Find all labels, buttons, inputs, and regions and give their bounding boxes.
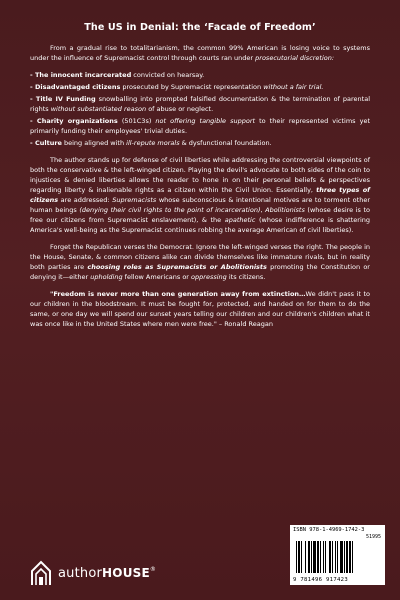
ean-number: 9 781496 917423 bbox=[293, 577, 349, 583]
price-code: 51995 bbox=[365, 534, 381, 540]
parties-paragraph bbox=[30, 242, 370, 282]
bullet-emphasis: ill-repute morals bbox=[126, 139, 180, 147]
barcode-bar bbox=[311, 541, 312, 573]
list-item bbox=[30, 82, 370, 92]
intro-lead: From a gradual rise to totalitarianism, the common 99% American is losing voice to systems under the influence of Supremacist control through courts ran under bbox=[30, 44, 370, 62]
text-run: Forget the Republican verses the Democrat. Ignore the left-winged verses the right. The people in the House, Senate, & common citizens alike can divide themselves like immature rivals, but in reality both parties are bbox=[30, 243, 370, 271]
barcode-bar bbox=[308, 541, 310, 573]
author-paragraph bbox=[30, 155, 370, 235]
text-run: oppressing bbox=[191, 273, 227, 281]
list-item bbox=[30, 94, 370, 114]
barcode-bar bbox=[325, 541, 326, 573]
bullet-emphasis: without substantiated reason bbox=[50, 105, 147, 113]
text-run: (whose indifference is shattering America's well-being as the Supremacist continues robbing the average American of civil liberties). bbox=[30, 216, 371, 234]
barcode-bar bbox=[323, 541, 324, 573]
barcode-bar bbox=[349, 541, 351, 573]
bullet-text: snowballing into prompted falsified documentation & the termination of parental rights bbox=[30, 95, 371, 113]
cover-body bbox=[30, 43, 370, 336]
text-run: Supremacists bbox=[112, 196, 157, 204]
text-run: its citizens. bbox=[226, 273, 266, 281]
text-run: fellow Americans or bbox=[122, 273, 192, 281]
list-item bbox=[30, 70, 370, 80]
barcode-icon bbox=[295, 541, 380, 573]
barcode-bar bbox=[344, 541, 345, 573]
reagan-quote bbox=[30, 289, 370, 329]
bullet-emphasis: without a fair trial. bbox=[263, 83, 324, 91]
quote-text: We didn't pass it to our children in the bloodstream. It must be fought for, protected, and handed on for them to do the same, or one day we will spend our sunset years telling our children and our children's children what it was once like in the United States where men were free." – Ronald Reagan bbox=[30, 290, 371, 328]
intro-paragraph bbox=[30, 43, 370, 63]
bullet-text: prosecuted by Supremacist representation bbox=[120, 83, 264, 91]
bullet-tail: of abuse or neglect. bbox=[146, 105, 214, 113]
barcode-bar bbox=[337, 541, 338, 573]
text-run: whose subconscious & intentional motives are to torment other human beings bbox=[30, 196, 371, 214]
barcode-bar bbox=[329, 541, 331, 573]
text-run: promoting the Constitution or denying it—either bbox=[30, 263, 370, 281]
barcode-bar bbox=[352, 541, 353, 573]
barcode-bar bbox=[298, 541, 300, 573]
text-run: (denying their civil rights to the point of incarceration) bbox=[79, 206, 261, 214]
barcode-bar bbox=[313, 541, 316, 573]
barcode-bar bbox=[332, 541, 333, 573]
bullet-emphasis: not offering tangible support bbox=[155, 117, 256, 125]
cover-title: The US in Denial: the ‘Facade of Freedom’ bbox=[84, 22, 316, 33]
barcode-bar bbox=[305, 541, 306, 573]
bullet-tail: to their represented victims yet primarily funding their employees' trivial duties. bbox=[30, 117, 370, 135]
text-run: are addressed: bbox=[58, 196, 113, 204]
publisher-name-upper: HOUSE bbox=[102, 565, 150, 580]
bullet-text: being aligned with bbox=[61, 139, 127, 147]
quote-bold: "Freedom is never more than one generation away from extinction… bbox=[50, 290, 306, 298]
barcode-bar bbox=[317, 541, 319, 573]
bullet-text: (501C3s) bbox=[117, 117, 156, 125]
registered-mark: ® bbox=[149, 565, 157, 573]
bullet-bold: - The innocent incarcerated bbox=[30, 71, 132, 79]
text-run: apathetic bbox=[224, 216, 256, 224]
bullet-text: convicted on hearsay. bbox=[131, 71, 205, 79]
house-icon bbox=[30, 559, 52, 587]
text-run: Abolitionists bbox=[265, 206, 305, 214]
barcode-bar bbox=[296, 541, 297, 573]
bullet-tail: & dysfunctional foundation. bbox=[179, 139, 272, 147]
bullet-bold: - Disadvantaged citizens bbox=[30, 83, 121, 91]
publisher-name-lower: author bbox=[58, 565, 103, 581]
isbn-text: ISBN 978-1-4969-1742-3 bbox=[293, 527, 365, 533]
barcode-bar bbox=[301, 541, 302, 573]
list-item bbox=[30, 138, 370, 148]
text-run: (whose desire is to free our citizens from Supremacist enslavement), & the bbox=[30, 206, 370, 224]
bullet-list bbox=[30, 70, 370, 148]
barcode-box bbox=[290, 525, 385, 585]
intro-emphasis: prosecutorial discretion: bbox=[255, 54, 335, 62]
text-run: The author stands up for defense of civil liberties while addressing the controversial viewpoints of both the conservative & the left-winged citizen. Playing the devil's advocate to both sides of the coin to injustices & denied liberties allows the reader to hone in on their personal beliefs & perspectives regarding liberty & inalienable rights as a citizen within the Civil Union. Essentially, bbox=[30, 156, 370, 194]
publisher-logo bbox=[30, 558, 156, 588]
publisher-name bbox=[58, 566, 156, 581]
text-run: three types of citizens bbox=[30, 186, 370, 204]
text-run: , bbox=[260, 206, 266, 214]
barcode-bar bbox=[320, 541, 321, 573]
bullet-bold: - Title IV Funding bbox=[30, 95, 96, 103]
bullet-bold: - Charity organizations bbox=[30, 117, 118, 125]
text-run: upholding bbox=[90, 273, 123, 281]
bullet-bold: - Culture bbox=[30, 139, 62, 147]
barcode-bar bbox=[346, 541, 348, 573]
text-run: choosing roles as Supremacists or Abolitionists bbox=[87, 263, 267, 271]
barcode-bar bbox=[340, 541, 343, 573]
list-item bbox=[30, 116, 370, 136]
barcode-bar bbox=[335, 541, 336, 573]
